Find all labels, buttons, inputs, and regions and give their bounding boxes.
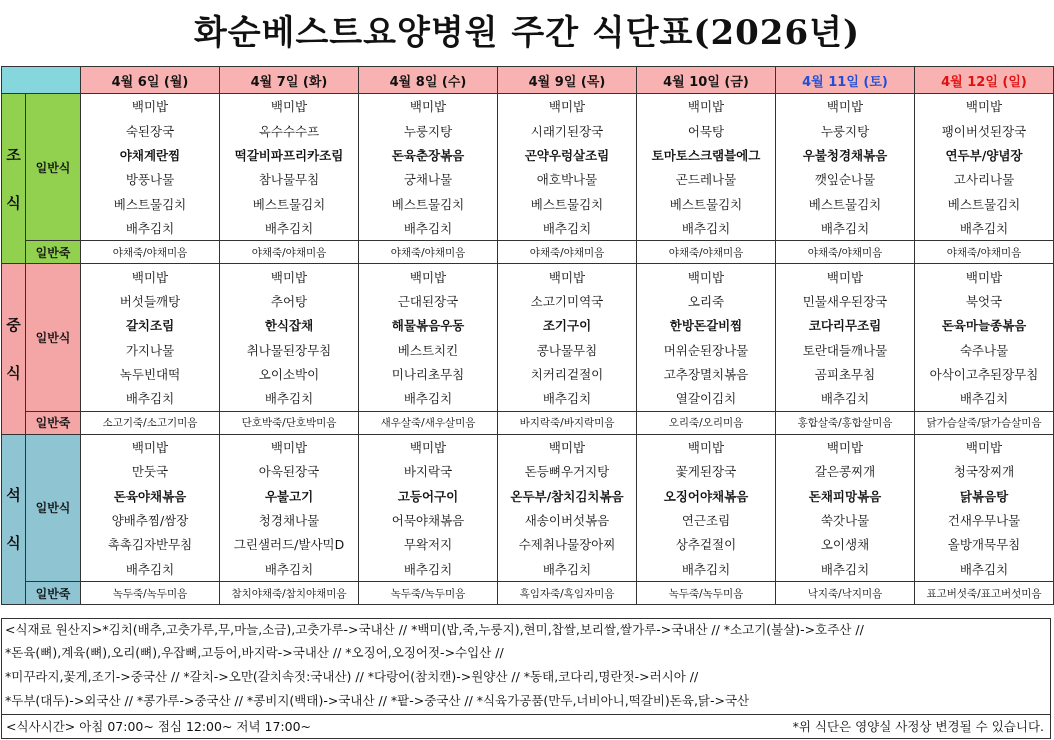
lunch-juk-row	[2, 411, 1054, 434]
dinner-menu-item: 백미밥	[359, 434, 498, 459]
lunch-juk-item: 오리죽/오리미음	[637, 411, 776, 434]
breakfast-menu-item: 배추김치	[776, 216, 915, 241]
lunch-menu-item: 소고기미역국	[498, 289, 637, 313]
breakfast-menu-item: 어묵탕	[637, 118, 776, 142]
breakfast-menu-item: 우불청경채볶음	[776, 143, 915, 167]
lunch-juk-item: 새우살죽/새우살미음	[359, 411, 498, 434]
lunch-menu-item: 백미밥	[359, 264, 498, 289]
day-header: 4월 7일 (화)	[220, 67, 359, 94]
dinner-menu-item: 바지락국	[359, 459, 498, 483]
dinner-juk-item: 참치야채죽/참치야채미음	[220, 582, 359, 605]
breakfast-menu-item: 궁채나물	[359, 167, 498, 191]
dinner-menu-item: 온두부/참치김치볶음	[498, 483, 637, 507]
breakfast-item-row	[2, 192, 1054, 216]
origin-line: *미꾸라지,꽃게,조기->중국산 // *갈치->오만(갈치속젓:국내산) // *다랑어(참치캔)->원양산 // *동태,코다리,명란젓->러시아 //	[1, 666, 1051, 690]
breakfast-meal-label	[2, 94, 26, 264]
breakfast-menu-item: 백미밥	[915, 94, 1054, 119]
lunch-juk-item: 단호박죽/단호박미음	[220, 411, 359, 434]
day-header: 4월 8일 (수)	[359, 67, 498, 94]
lunch-menu-item: 녹두빈대떡	[81, 362, 220, 386]
dinner-menu-item: 닭볶음탕	[915, 483, 1054, 507]
lunch-menu-item: 한식잡채	[220, 313, 359, 337]
dinner-menu-item: 어묵야채볶음	[359, 508, 498, 532]
lunch-meal-label-char: 식	[6, 364, 21, 383]
lunch-menu-item: 배추김치	[776, 386, 915, 411]
dinner-menu-item: 오징어야채볶음	[637, 483, 776, 507]
lunch-meal-label	[2, 264, 26, 434]
breakfast-juk-item: 야채죽/야채미음	[220, 241, 359, 264]
lunch-menu-item: 곰피초무침	[776, 362, 915, 386]
dinner-menu-item: 백미밥	[776, 434, 915, 459]
dinner-juk-item: 녹두죽/녹두미음	[359, 582, 498, 605]
dinner-juk-item: 녹두죽/녹두미음	[637, 582, 776, 605]
lunch-menu-item: 고추장멸치볶음	[637, 362, 776, 386]
lunch-item-row	[2, 313, 1054, 337]
breakfast-menu-item: 베스트물김치	[359, 192, 498, 216]
dinner-meal-label-char: 식	[6, 534, 21, 553]
lunch-menu-item: 북엇국	[915, 289, 1054, 313]
dinner-menu-item: 무왁저지	[359, 532, 498, 556]
day-header: 4월 6일 (월)	[81, 67, 220, 94]
dinner-menu-item: 돈채피망볶음	[776, 483, 915, 507]
dinner-menu-item: 백미밥	[81, 434, 220, 459]
lunch-menu-item: 콩나물무침	[498, 338, 637, 362]
lunch-menu-item: 머위순된장나물	[637, 338, 776, 362]
dinner-menu-item: 배추김치	[915, 557, 1054, 582]
dinner-menu-item: 만둣국	[81, 459, 220, 483]
dinner-menu-item: 백미밥	[220, 434, 359, 459]
dinner-menu-item: 건새우무나물	[915, 508, 1054, 532]
dinner-menu-item: 쑥갓나물	[776, 508, 915, 532]
lunch-menu-item: 돈육마늘종볶음	[915, 313, 1054, 337]
breakfast-menu-item: 방풍나물	[81, 167, 220, 191]
lunch-menu-item: 버섯들깨탕	[81, 289, 220, 313]
breakfast-menu-item: 배추김치	[915, 216, 1054, 241]
dinner-menu-item: 청경채나물	[220, 508, 359, 532]
lunch-menu-item: 배추김치	[498, 386, 637, 411]
lunch-menu-item: 백미밥	[81, 264, 220, 289]
dinner-menu-item: 아욱된장국	[220, 459, 359, 483]
lunch-menu-item: 추어탕	[220, 289, 359, 313]
day-header-sunday: 4월 12일 (일)	[915, 67, 1054, 94]
lunch-menu-item: 오이소박이	[220, 362, 359, 386]
breakfast-menu-item: 베스트물김치	[915, 192, 1054, 216]
dinner-juk-item: 표고버섯죽/표고버섯미음	[915, 582, 1054, 605]
lunch-menu-item: 배추김치	[915, 386, 1054, 411]
lunch-menu-item: 백미밥	[776, 264, 915, 289]
breakfast-menu-item: 떡갈비파프리카조림	[220, 143, 359, 167]
lunch-menu-item: 백미밥	[498, 264, 637, 289]
breakfast-menu-item: 옥수수수프	[220, 118, 359, 142]
lunch-menu-item: 숙주나물	[915, 338, 1054, 362]
breakfast-juk-item: 야채죽/야채미음	[498, 241, 637, 264]
breakfast-menu-item: 돈육춘장볶음	[359, 143, 498, 167]
breakfast-menu-item: 참나물무침	[220, 167, 359, 191]
dinner-menu-item: 배추김치	[220, 557, 359, 582]
breakfast-menu-item: 고사리나물	[915, 167, 1054, 191]
breakfast-menu-item: 베스트물김치	[776, 192, 915, 216]
dinner-menu-item: 수제취나물장아찌	[498, 532, 637, 556]
lunch-item-row	[2, 362, 1054, 386]
dinner-menu-item: 올방개묵무침	[915, 532, 1054, 556]
lunch-menu-item: 한방돈갈비찜	[637, 313, 776, 337]
lunch-item-row	[2, 264, 1054, 289]
dinner-menu-item: 우불고기	[220, 483, 359, 507]
lunch-menu-item: 미나리초무침	[359, 362, 498, 386]
breakfast-meal-label-char: 조	[6, 145, 21, 164]
breakfast-item-row	[2, 216, 1054, 241]
dinner-item-row	[2, 508, 1054, 532]
breakfast-menu-item: 야채계란찜	[81, 143, 220, 167]
breakfast-menu-item: 시래기된장국	[498, 118, 637, 142]
lunch-menu-item: 치커리겉절이	[498, 362, 637, 386]
breakfast-menu-item: 백미밥	[498, 94, 637, 119]
lunch-menu-item: 취나물된장무침	[220, 338, 359, 362]
dinner-menu-item: 배추김치	[637, 557, 776, 582]
breakfast-item-row	[2, 143, 1054, 167]
lunch-menu-item: 근대된장국	[359, 289, 498, 313]
dinner-menu-item: 새송이버섯볶음	[498, 508, 637, 532]
lunch-juk-item: 닭가슴살죽/닭가슴살미음	[915, 411, 1054, 434]
dinner-item-row	[2, 557, 1054, 582]
dinner-meal-label-char: 석	[6, 486, 21, 505]
dinner-menu-item: 돈등뼈우거지탕	[498, 459, 637, 483]
breakfast-menu-item: 백미밥	[220, 94, 359, 119]
footer	[1, 714, 1051, 739]
dinner-menu-item: 백미밥	[637, 434, 776, 459]
lunch-item-row	[2, 386, 1054, 411]
breakfast-menu-item: 배추김치	[220, 216, 359, 241]
dinner-menu-item: 청국장찌개	[915, 459, 1054, 483]
breakfast-menu-item: 팽이버섯된장국	[915, 118, 1054, 142]
breakfast-menu-item: 베스트물김치	[637, 192, 776, 216]
dinner-menu-item: 상추겉절이	[637, 532, 776, 556]
day-header: 4월 10일 (금)	[637, 67, 776, 94]
dinner-item-row	[2, 434, 1054, 459]
breakfast-menu-item: 애호박나물	[498, 167, 637, 191]
breakfast-menu-item: 누룽지탕	[359, 118, 498, 142]
lunch-menu-item: 베스트치킨	[359, 338, 498, 362]
dinner-menu-item: 촉촉김자반무침	[81, 532, 220, 556]
breakfast-menu-item: 토마토스크램블에그	[637, 143, 776, 167]
menu-table	[1, 66, 1054, 605]
day-header-row	[2, 67, 1054, 94]
lunch-menu-item: 열갈이김치	[637, 386, 776, 411]
dinner-meal-label	[2, 434, 26, 604]
corner-cell	[2, 67, 81, 94]
lunch-menu-item: 배추김치	[220, 386, 359, 411]
lunch-item-row	[2, 289, 1054, 313]
lunch-menu-item: 조기구이	[498, 313, 637, 337]
lunch-menu-item: 배추김치	[359, 386, 498, 411]
lunch-juk-label: 일반죽	[26, 411, 81, 434]
lunch-menu-item: 코다리무조림	[776, 313, 915, 337]
dinner-menu-item: 꽃게된장국	[637, 459, 776, 483]
breakfast-juk-item: 야채죽/야채미음	[359, 241, 498, 264]
lunch-menu-item: 배추김치	[81, 386, 220, 411]
lunch-menu-item: 해물볶음우동	[359, 313, 498, 337]
dinner-menu-item: 배추김치	[776, 557, 915, 582]
dinner-item-row	[2, 483, 1054, 507]
origin-line: *두부(대두)->외국산 // *콩가루->중국산 // *콩비지(백태)->국내산 // *팥->중국산 // *식육가공품(만두,너비아니,떡갈비)돈육,닭->국산	[1, 690, 1051, 714]
lunch-menu-item: 가지나물	[81, 338, 220, 362]
dinner-menu-item: 배추김치	[81, 557, 220, 582]
meal-times: <식사시간> 아침 07:00~ 점심 12:00~ 저녁 17:00~	[6, 719, 312, 734]
dinner-menu-item: 갈은콩찌개	[776, 459, 915, 483]
dinner-menu-item: 백미밥	[915, 434, 1054, 459]
origin-line: <식재료 원산지>*김치(배추,고춧가루,무,마늘,소금),고춧가루->국내산 // *백미(밥,죽,누룽지),현미,찹쌀,보리쌀,쌀가루->국내산 // *소고기(불살)->호주산 //	[1, 618, 1051, 642]
breakfast-menu-item: 깻잎순나물	[776, 167, 915, 191]
breakfast-menu-item: 백미밥	[637, 94, 776, 119]
lunch-menu-item: 백미밥	[915, 264, 1054, 289]
dinner-menu-item: 돈육야채볶음	[81, 483, 220, 507]
breakfast-item-row	[2, 94, 1054, 119]
dinner-item-row	[2, 459, 1054, 483]
breakfast-menu-item: 배추김치	[359, 216, 498, 241]
breakfast-item-row	[2, 167, 1054, 191]
breakfast-menu-item: 백미밥	[359, 94, 498, 119]
lunch-menu-item: 백미밥	[637, 264, 776, 289]
breakfast-menu-item: 배추김치	[637, 216, 776, 241]
lunch-juk-item: 소고기죽/소고기미음	[81, 411, 220, 434]
day-header-saturday: 4월 11일 (토)	[776, 67, 915, 94]
lunch-menu-item: 민물새우된장국	[776, 289, 915, 313]
breakfast-menu-item: 백미밥	[81, 94, 220, 119]
breakfast-meal-label-char: 식	[6, 193, 21, 212]
breakfast-general-label: 일반식	[26, 94, 81, 241]
dinner-menu-item: 오이생채	[776, 532, 915, 556]
dinner-menu-item: 고등어구이	[359, 483, 498, 507]
dinner-menu-item: 배추김치	[359, 557, 498, 582]
page-title: 화순베스트요양병원 주간 식단표(2026년)	[193, 13, 861, 53]
breakfast-menu-item: 연두부/양념장	[915, 143, 1054, 167]
breakfast-menu-item: 곤드레나물	[637, 167, 776, 191]
breakfast-menu-item: 베스트물김치	[81, 192, 220, 216]
breakfast-menu-item: 곤약우렁살조림	[498, 143, 637, 167]
lunch-menu-item: 아삭이고추된장무침	[915, 362, 1054, 386]
breakfast-menu-item: 배추김치	[81, 216, 220, 241]
dinner-juk-label: 일반죽	[26, 582, 81, 605]
dinner-general-label: 일반식	[26, 434, 81, 581]
lunch-item-row	[2, 338, 1054, 362]
dinner-menu-item: 배추김치	[498, 557, 637, 582]
dinner-juk-row	[2, 582, 1054, 605]
dinner-juk-item: 흑임자죽/흑임자미음	[498, 582, 637, 605]
day-header: 4월 9일 (목)	[498, 67, 637, 94]
lunch-juk-item: 바지락죽/바지락미음	[498, 411, 637, 434]
dinner-menu-item: 양배추찜/쌈장	[81, 508, 220, 532]
breakfast-juk-item: 야채죽/야채미음	[81, 241, 220, 264]
origin-line: *돈육(뼈),계육(뼈),오리(뼈),우잡뼈,고등어,바지락->국내산 // *오징어,오징어젓->수입산 //	[1, 642, 1051, 666]
notice-text: *위 식단은 영양실 사정상 변경될 수 있습니다.	[792, 719, 1044, 734]
breakfast-menu-item: 베스트물김치	[498, 192, 637, 216]
lunch-general-label: 일반식	[26, 264, 81, 411]
breakfast-menu-item: 누룽지탕	[776, 118, 915, 142]
dinner-juk-item: 녹두죽/녹두미음	[81, 582, 220, 605]
breakfast-juk-item: 야채죽/야채미음	[915, 241, 1054, 264]
breakfast-item-row	[2, 118, 1054, 142]
breakfast-juk-row	[2, 241, 1054, 264]
lunch-menu-item: 갈치조림	[81, 313, 220, 337]
breakfast-juk-item: 야채죽/야채미음	[637, 241, 776, 264]
lunch-menu-item: 토란대들깨나물	[776, 338, 915, 362]
dinner-juk-item: 낙지죽/낙지미음	[776, 582, 915, 605]
dinner-item-row	[2, 532, 1054, 556]
lunch-menu-item: 오리죽	[637, 289, 776, 313]
lunch-juk-item: 홍합살죽/홍합살미음	[776, 411, 915, 434]
breakfast-menu-item: 베스트물김치	[220, 192, 359, 216]
lunch-meal-label-char: 중	[6, 316, 21, 335]
dinner-menu-item: 그린샐러드/발사믹D	[220, 532, 359, 556]
dinner-menu-item: 백미밥	[498, 434, 637, 459]
breakfast-juk-item: 야채죽/야채미음	[776, 241, 915, 264]
breakfast-juk-label: 일반죽	[26, 241, 81, 264]
dinner-menu-item: 연근조림	[637, 508, 776, 532]
breakfast-menu-item: 숙된장국	[81, 118, 220, 142]
breakfast-menu-item: 백미밥	[776, 94, 915, 119]
breakfast-menu-item: 배추김치	[498, 216, 637, 241]
lunch-menu-item: 백미밥	[220, 264, 359, 289]
